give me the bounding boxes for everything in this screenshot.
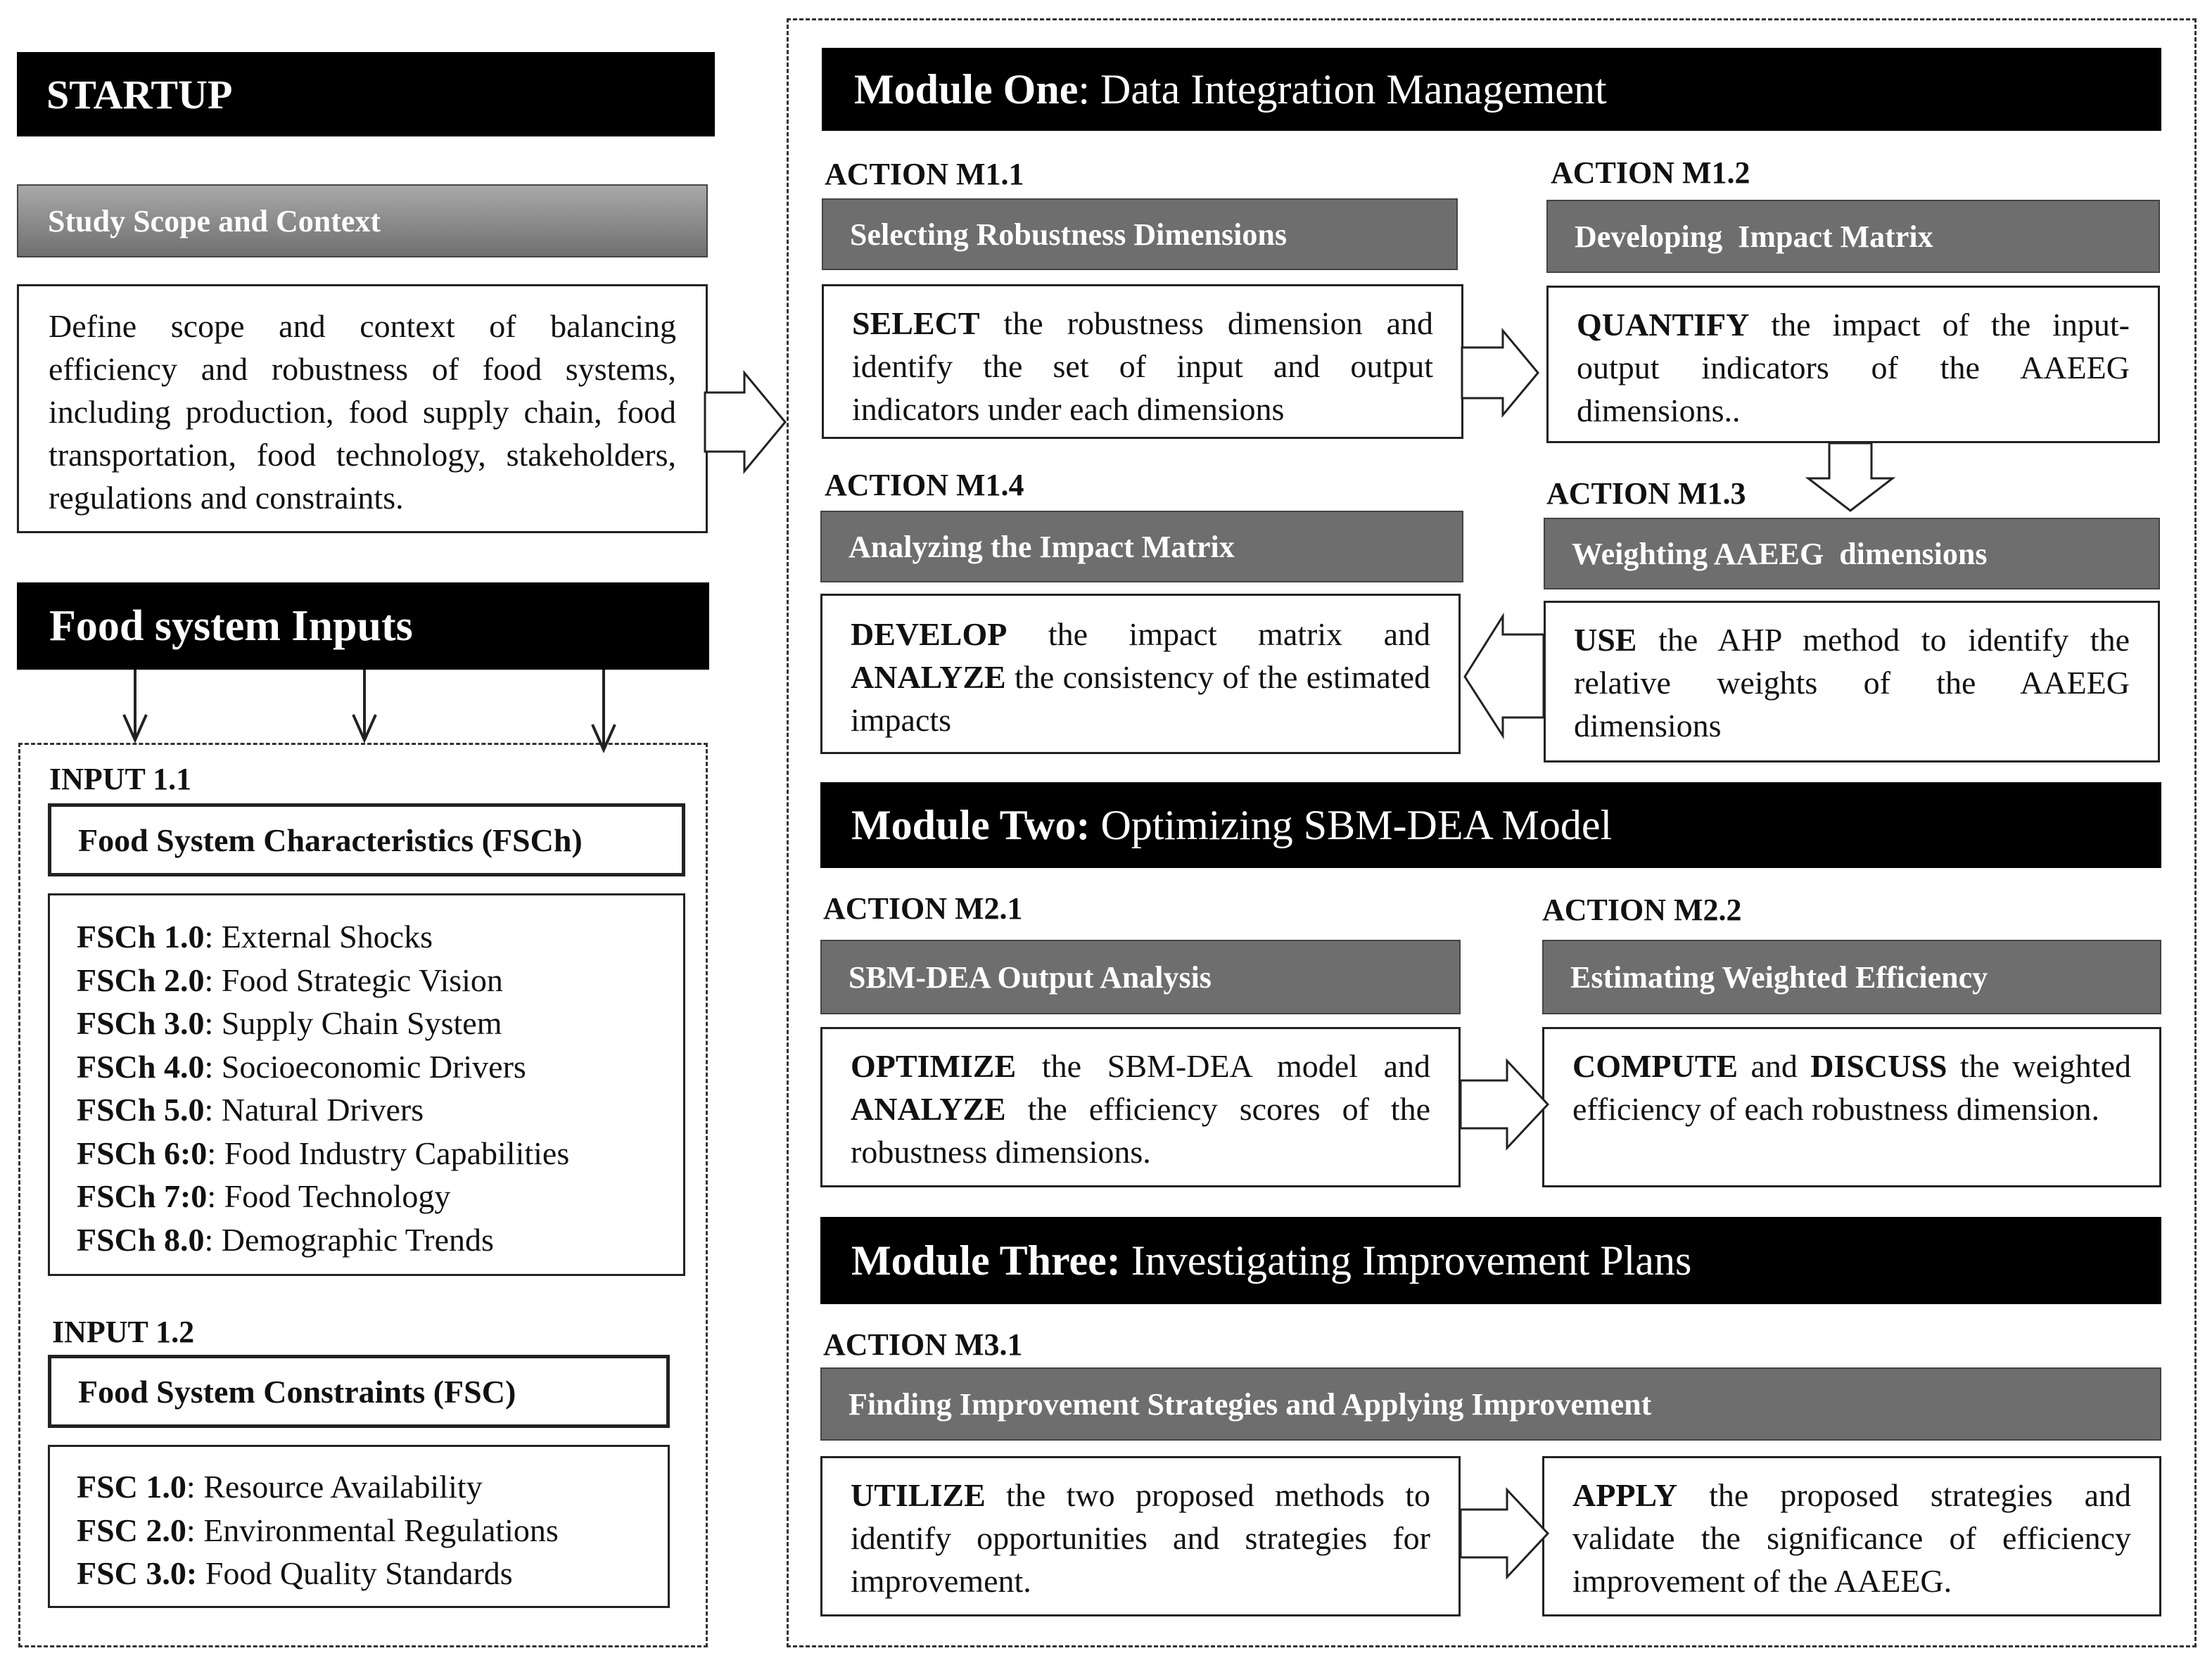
action-m13-label: ACTION M1.3 [1546, 476, 1746, 511]
m11-header-text: Selecting Robustness Dimensions [850, 217, 1287, 252]
action-m21-label: ACTION M2.1 [823, 891, 1023, 926]
scope-header-text: Study Scope and Context [48, 203, 381, 238]
startup-to-modules-arrow [705, 373, 785, 471]
fsch-header-text: Food System Characteristics (FSCh) [78, 822, 583, 858]
fsc-text: Resource Availability [203, 1469, 483, 1505]
fsch-sep: : [207, 1135, 224, 1171]
fsch-text: Supply Chain System [221, 1005, 502, 1041]
module-two-bold: Module Two: [851, 801, 1091, 848]
m22-text-1: and [1738, 1048, 1811, 1084]
apply-text: the proposed strategies and validate the significance of efficiency improvement of the AAEEG. [1572, 1477, 2131, 1599]
m21-to-m22-arrow [1461, 1061, 1548, 1148]
fsch-text: External Shocks [221, 919, 433, 955]
fsc-sep: : [186, 1512, 204, 1548]
fsch-text: Socioeconomic Drivers [221, 1048, 526, 1085]
inputs-down-arrows [124, 670, 615, 750]
m22-header-text: Estimating Weighted Efficiency [1570, 959, 1988, 995]
fsch-sep: : [204, 962, 222, 998]
fsc-code: FSC 1.0 [77, 1469, 186, 1505]
fsch-sep: : [204, 1048, 222, 1085]
fsch-code: FSCh 1.0 [77, 919, 205, 955]
fsch-code: FSCh 7:0 [77, 1178, 208, 1214]
scope-text: Define scope and context of balancing efficiency and robustness of food systems, including production, food supply chain, food transportation, food technology, stakeholders, regulations and constraints. [49, 308, 676, 516]
m13-text: the AHP method to identify the relative weights of the AAEEG dimensions [1574, 622, 2130, 744]
m12-header-text: Developing Impact Matrix [1575, 219, 1933, 254]
fsch-code: FSCh 8.0 [77, 1221, 205, 1258]
fsc-header-text: Food System Constraints (FSC) [78, 1373, 516, 1410]
fsch-code: FSCh 4.0 [77, 1048, 205, 1085]
m21-text-1: the SBM-DEA model and [1016, 1048, 1430, 1084]
m21-verb-1: OPTIMIZE [851, 1048, 1017, 1084]
m31-header-text: Finding Improvement Strategies and Applying Improvement [848, 1386, 1652, 1422]
action-m14-label: ACTION M1.4 [825, 468, 1024, 502]
fsch-sep: : [207, 1178, 224, 1214]
m12-verb: QUANTIFY [1577, 307, 1750, 343]
action-m12-label: ACTION M1.2 [1551, 155, 1750, 190]
m31-verb: UTILIZE [851, 1477, 986, 1513]
fsch-sep: : [204, 1005, 222, 1041]
action-m22-label: ACTION M2.2 [1542, 893, 1742, 927]
fsc-text: Environmental Regulations [203, 1512, 559, 1548]
m14-header-text: Analyzing the Impact Matrix [848, 529, 1235, 564]
m22-verb-2: DISCUSS [1810, 1048, 1947, 1084]
fsch-code: FSCh 5.0 [77, 1092, 205, 1128]
m21-verb-2: ANALYZE [851, 1091, 1006, 1127]
m12-to-m13-arrow [1808, 443, 1893, 511]
m21-header-text: SBM-DEA Output Analysis [848, 959, 1212, 995]
fsc-code: FSC 2.0 [77, 1512, 186, 1548]
m14-text-1: the impact matrix and [1007, 616, 1430, 652]
fsch-text: Food Strategic Vision [221, 962, 503, 998]
m14-verb-1: DEVELOP [851, 616, 1008, 652]
m11-verb: SELECT [852, 305, 980, 341]
m22-verb-1: COMPUTE [1572, 1048, 1739, 1084]
m11-to-m12-arrow [1462, 331, 1538, 415]
m22-text-2: the weighted efficiency of each robustness dimension. [1572, 1048, 2131, 1127]
fsc-text: Food Quality Standards [205, 1555, 513, 1591]
fsch-sep: : [204, 1221, 222, 1258]
m13-header-text: Weighting AAEEG dimensions [1572, 536, 1988, 571]
fsch-text: Food Industry Capabilities [224, 1135, 570, 1171]
input-1-2-label: INPUT 1.2 [52, 1315, 195, 1349]
fsch-text: Natural Drivers [221, 1092, 424, 1128]
action-m31-label: ACTION M3.1 [823, 1327, 1023, 1362]
fsch-sep: : [204, 1092, 222, 1128]
input-1-1-label: INPUT 1.1 [49, 762, 192, 796]
m21-text-2: the efficiency scores of the robustness dimensions. [851, 1091, 1430, 1170]
fsch-text: Demographic Trends [221, 1221, 494, 1258]
fsch-code: FSCh 3.0 [77, 1005, 205, 1041]
m13-to-m14-arrow [1465, 616, 1544, 736]
module-three-rest: Investigating Improvement Plans [1120, 1237, 1692, 1284]
inputs-title-text: Food system Inputs [49, 601, 413, 650]
module-one-bold: Module One [854, 65, 1079, 113]
module-one-rest: : Data Integration Management [1078, 65, 1607, 113]
m12-text: the impact of the input-output indicators of the AAEEG dimensions.. [1577, 307, 2130, 428]
action-m11-label: ACTION M1.1 [825, 157, 1024, 191]
m14-text-2: the consistency of the estimated impacts [851, 659, 1430, 738]
fsc-sep: : [186, 1469, 204, 1505]
fsch-code: FSCh 2.0 [77, 962, 205, 998]
fsch-sep: : [204, 919, 222, 955]
fsch-code: FSCh 6:0 [77, 1135, 208, 1171]
module-two-rest: Optimizing SBM-DEA Model [1090, 801, 1613, 848]
m11-text: the robustness dimension and identify the set of input and output indicators under each dimensions [852, 305, 1433, 427]
m31-text: the two proposed methods to identify opportunities and strategies for improvement. [851, 1477, 1430, 1599]
m31-to-apply-arrow [1461, 1490, 1548, 1577]
m14-verb-2: ANALYZE [851, 659, 1006, 695]
apply-verb: APPLY [1572, 1477, 1678, 1513]
m13-verb: USE [1574, 622, 1637, 658]
module-three-bold: Module Three: [851, 1237, 1121, 1284]
fsc-code: FSC 3.0: [77, 1555, 198, 1591]
startup-title-text: STARTUP [46, 71, 233, 117]
fsch-text: Food Technology [224, 1178, 451, 1214]
